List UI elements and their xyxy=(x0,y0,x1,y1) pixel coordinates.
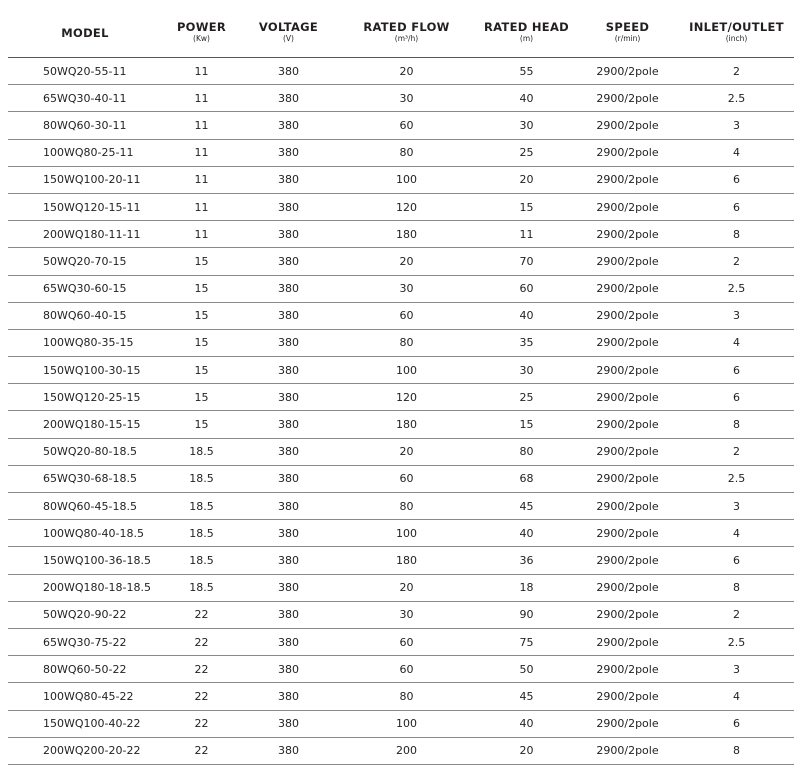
cell-inlet-outlet: 4 xyxy=(679,520,794,547)
cell-inlet-outlet: 2.5 xyxy=(679,465,794,492)
cell-voltage: 380 xyxy=(241,357,336,384)
cell-rated-head: 60 xyxy=(477,275,576,302)
cell-model: 200WQ200-20-22 xyxy=(8,737,162,764)
cell-speed: 2900/2pole xyxy=(576,710,679,737)
cell-rated-flow: 120 xyxy=(336,193,477,220)
cell-model: 100WQ80-25-11 xyxy=(8,139,162,166)
table-row xyxy=(8,384,794,411)
table-row xyxy=(8,357,794,384)
cell-model: 200WQ180-15-15 xyxy=(8,411,162,438)
column-header-speed: SPEED (r/min) xyxy=(576,18,679,58)
cell-rated-head: 40 xyxy=(477,710,576,737)
cell-voltage: 380 xyxy=(241,166,336,193)
cell-power: 18.5 xyxy=(162,574,241,601)
cell-inlet-outlet: 2 xyxy=(679,601,794,628)
cell-speed: 2900/2pole xyxy=(576,683,679,710)
cell-model: 65WQ30-75-22 xyxy=(8,628,162,655)
cell-rated-flow: 100 xyxy=(336,166,477,193)
cell-speed: 2900/2pole xyxy=(576,275,679,302)
cell-power: 11 xyxy=(162,112,241,139)
pump-spec-table xyxy=(8,18,794,765)
cell-voltage: 380 xyxy=(241,601,336,628)
column-header-model: MODEL xyxy=(8,18,162,58)
cell-model: 150WQ100-40-22 xyxy=(8,710,162,737)
cell-rated-head: 25 xyxy=(477,139,576,166)
cell-model: 150WQ100-36-18.5 xyxy=(8,547,162,574)
cell-speed: 2900/2pole xyxy=(576,248,679,275)
cell-rated-head: 55 xyxy=(477,58,576,85)
cell-power: 11 xyxy=(162,139,241,166)
cell-speed: 2900/2pole xyxy=(576,166,679,193)
cell-voltage: 380 xyxy=(241,329,336,356)
cell-model: 80WQ60-40-15 xyxy=(8,302,162,329)
cell-voltage: 380 xyxy=(241,520,336,547)
cell-power: 18.5 xyxy=(162,520,241,547)
cell-model: 80WQ60-30-11 xyxy=(8,112,162,139)
spec-table-container xyxy=(8,18,794,765)
cell-rated-head: 50 xyxy=(477,656,576,683)
cell-rated-flow: 80 xyxy=(336,329,477,356)
cell-speed: 2900/2pole xyxy=(576,384,679,411)
cell-speed: 2900/2pole xyxy=(576,520,679,547)
cell-power: 22 xyxy=(162,628,241,655)
cell-inlet-outlet: 3 xyxy=(679,656,794,683)
cell-rated-flow: 180 xyxy=(336,221,477,248)
cell-rated-flow: 60 xyxy=(336,112,477,139)
cell-model: 80WQ60-50-22 xyxy=(8,656,162,683)
cell-voltage: 380 xyxy=(241,628,336,655)
table-row xyxy=(8,547,794,574)
cell-rated-flow: 180 xyxy=(336,547,477,574)
cell-inlet-outlet: 8 xyxy=(679,574,794,601)
cell-rated-flow: 20 xyxy=(336,248,477,275)
cell-power: 22 xyxy=(162,601,241,628)
cell-speed: 2900/2pole xyxy=(576,329,679,356)
table-row xyxy=(8,628,794,655)
cell-power: 22 xyxy=(162,683,241,710)
cell-power: 18.5 xyxy=(162,438,241,465)
cell-voltage: 380 xyxy=(241,85,336,112)
cell-model: 65WQ30-68-18.5 xyxy=(8,465,162,492)
table-row xyxy=(8,248,794,275)
table-row xyxy=(8,493,794,520)
cell-power: 15 xyxy=(162,275,241,302)
table-row xyxy=(8,329,794,356)
cell-speed: 2900/2pole xyxy=(576,574,679,601)
cell-power: 15 xyxy=(162,384,241,411)
table-row xyxy=(8,683,794,710)
table-row xyxy=(8,411,794,438)
table-row xyxy=(8,85,794,112)
cell-power: 18.5 xyxy=(162,547,241,574)
cell-voltage: 380 xyxy=(241,411,336,438)
table-row xyxy=(8,302,794,329)
cell-rated-flow: 100 xyxy=(336,520,477,547)
cell-rated-flow: 60 xyxy=(336,465,477,492)
cell-power: 15 xyxy=(162,357,241,384)
cell-voltage: 380 xyxy=(241,193,336,220)
cell-rated-flow: 30 xyxy=(336,275,477,302)
cell-speed: 2900/2pole xyxy=(576,58,679,85)
cell-voltage: 380 xyxy=(241,465,336,492)
cell-power: 22 xyxy=(162,737,241,764)
cell-power: 11 xyxy=(162,85,241,112)
cell-model: 200WQ180-11-11 xyxy=(8,221,162,248)
table-row xyxy=(8,465,794,492)
table-row xyxy=(8,166,794,193)
cell-voltage: 380 xyxy=(241,710,336,737)
cell-speed: 2900/2pole xyxy=(576,357,679,384)
cell-inlet-outlet: 2.5 xyxy=(679,85,794,112)
cell-rated-head: 45 xyxy=(477,493,576,520)
cell-rated-head: 20 xyxy=(477,737,576,764)
cell-model: 65WQ30-60-15 xyxy=(8,275,162,302)
cell-inlet-outlet: 8 xyxy=(679,737,794,764)
cell-power: 18.5 xyxy=(162,465,241,492)
cell-speed: 2900/2pole xyxy=(576,139,679,166)
cell-speed: 2900/2pole xyxy=(576,601,679,628)
table-row xyxy=(8,601,794,628)
cell-speed: 2900/2pole xyxy=(576,411,679,438)
cell-rated-flow: 30 xyxy=(336,85,477,112)
table-row xyxy=(8,520,794,547)
column-header-rated-flow: RATED FLOW (m³/h) xyxy=(336,18,477,58)
cell-power: 18.5 xyxy=(162,493,241,520)
cell-rated-flow: 80 xyxy=(336,683,477,710)
cell-rated-flow: 60 xyxy=(336,628,477,655)
cell-speed: 2900/2pole xyxy=(576,493,679,520)
cell-rated-head: 36 xyxy=(477,547,576,574)
cell-rated-flow: 200 xyxy=(336,737,477,764)
cell-inlet-outlet: 4 xyxy=(679,329,794,356)
cell-power: 15 xyxy=(162,329,241,356)
table-row xyxy=(8,710,794,737)
table-row xyxy=(8,656,794,683)
cell-inlet-outlet: 6 xyxy=(679,166,794,193)
cell-speed: 2900/2pole xyxy=(576,85,679,112)
cell-model: 80WQ60-45-18.5 xyxy=(8,493,162,520)
cell-rated-flow: 80 xyxy=(336,493,477,520)
cell-rated-head: 30 xyxy=(477,357,576,384)
cell-power: 15 xyxy=(162,411,241,438)
cell-rated-head: 70 xyxy=(477,248,576,275)
cell-power: 22 xyxy=(162,656,241,683)
cell-inlet-outlet: 3 xyxy=(679,112,794,139)
cell-inlet-outlet: 2 xyxy=(679,438,794,465)
cell-rated-flow: 30 xyxy=(336,601,477,628)
cell-model: 150WQ120-25-15 xyxy=(8,384,162,411)
cell-rated-head: 18 xyxy=(477,574,576,601)
cell-rated-head: 15 xyxy=(477,411,576,438)
cell-power: 22 xyxy=(162,710,241,737)
cell-rated-flow: 20 xyxy=(336,58,477,85)
cell-model: 50WQ20-80-18.5 xyxy=(8,438,162,465)
cell-voltage: 380 xyxy=(241,656,336,683)
cell-model: 50WQ20-90-22 xyxy=(8,601,162,628)
cell-rated-head: 35 xyxy=(477,329,576,356)
cell-voltage: 380 xyxy=(241,112,336,139)
cell-speed: 2900/2pole xyxy=(576,656,679,683)
cell-inlet-outlet: 3 xyxy=(679,302,794,329)
cell-rated-head: 40 xyxy=(477,520,576,547)
cell-voltage: 380 xyxy=(241,384,336,411)
cell-rated-head: 68 xyxy=(477,465,576,492)
column-header-rated-head: RATED HEAD (m) xyxy=(477,18,576,58)
cell-rated-head: 30 xyxy=(477,112,576,139)
cell-voltage: 380 xyxy=(241,574,336,601)
cell-voltage: 380 xyxy=(241,438,336,465)
cell-inlet-outlet: 6 xyxy=(679,357,794,384)
cell-inlet-outlet: 2 xyxy=(679,58,794,85)
cell-power: 15 xyxy=(162,302,241,329)
column-header-inlet-outlet: INLET/OUTLET (inch) xyxy=(679,18,794,58)
cell-rated-head: 40 xyxy=(477,302,576,329)
cell-rated-flow: 80 xyxy=(336,139,477,166)
cell-speed: 2900/2pole xyxy=(576,628,679,655)
cell-inlet-outlet: 4 xyxy=(679,683,794,710)
cell-voltage: 380 xyxy=(241,139,336,166)
cell-voltage: 380 xyxy=(241,221,336,248)
cell-voltage: 380 xyxy=(241,58,336,85)
cell-power: 11 xyxy=(162,221,241,248)
table-row xyxy=(8,574,794,601)
cell-model: 65WQ30-40-11 xyxy=(8,85,162,112)
cell-rated-flow: 20 xyxy=(336,438,477,465)
cell-voltage: 380 xyxy=(241,493,336,520)
cell-rated-head: 15 xyxy=(477,193,576,220)
cell-rated-flow: 60 xyxy=(336,656,477,683)
cell-model: 50WQ20-70-15 xyxy=(8,248,162,275)
cell-speed: 2900/2pole xyxy=(576,221,679,248)
cell-inlet-outlet: 3 xyxy=(679,493,794,520)
cell-rated-flow: 20 xyxy=(336,574,477,601)
table-row xyxy=(8,438,794,465)
cell-inlet-outlet: 2 xyxy=(679,248,794,275)
cell-speed: 2900/2pole xyxy=(576,302,679,329)
cell-rated-flow: 60 xyxy=(336,302,477,329)
cell-rated-head: 20 xyxy=(477,166,576,193)
cell-inlet-outlet: 2.5 xyxy=(679,628,794,655)
table-row xyxy=(8,58,794,85)
table-row xyxy=(8,112,794,139)
cell-model: 150WQ120-15-11 xyxy=(8,193,162,220)
cell-rated-head: 90 xyxy=(477,601,576,628)
cell-speed: 2900/2pole xyxy=(576,547,679,574)
table-row xyxy=(8,275,794,302)
header-row xyxy=(8,18,794,58)
cell-voltage: 380 xyxy=(241,248,336,275)
cell-model: 100WQ80-45-22 xyxy=(8,683,162,710)
cell-model: 150WQ100-20-11 xyxy=(8,166,162,193)
cell-rated-head: 75 xyxy=(477,628,576,655)
cell-inlet-outlet: 6 xyxy=(679,193,794,220)
cell-model: 100WQ80-40-18.5 xyxy=(8,520,162,547)
cell-rated-head: 25 xyxy=(477,384,576,411)
cell-rated-flow: 180 xyxy=(336,411,477,438)
cell-model: 50WQ20-55-11 xyxy=(8,58,162,85)
cell-model: 200WQ180-18-18.5 xyxy=(8,574,162,601)
cell-voltage: 380 xyxy=(241,547,336,574)
cell-voltage: 380 xyxy=(241,683,336,710)
cell-inlet-outlet: 6 xyxy=(679,384,794,411)
cell-power: 11 xyxy=(162,166,241,193)
table-row xyxy=(8,737,794,764)
cell-speed: 2900/2pole xyxy=(576,465,679,492)
table-row xyxy=(8,193,794,220)
cell-inlet-outlet: 8 xyxy=(679,411,794,438)
cell-voltage: 380 xyxy=(241,275,336,302)
cell-inlet-outlet: 8 xyxy=(679,221,794,248)
cell-rated-head: 80 xyxy=(477,438,576,465)
cell-inlet-outlet: 6 xyxy=(679,547,794,574)
table-row xyxy=(8,139,794,166)
cell-speed: 2900/2pole xyxy=(576,112,679,139)
cell-voltage: 380 xyxy=(241,737,336,764)
table-row xyxy=(8,221,794,248)
cell-rated-flow: 120 xyxy=(336,384,477,411)
cell-speed: 2900/2pole xyxy=(576,193,679,220)
cell-rated-flow: 100 xyxy=(336,710,477,737)
cell-power: 15 xyxy=(162,248,241,275)
cell-power: 11 xyxy=(162,193,241,220)
table-body xyxy=(8,58,794,765)
column-header-voltage: VOLTAGE (V) xyxy=(241,18,336,58)
cell-inlet-outlet: 4 xyxy=(679,139,794,166)
cell-inlet-outlet: 2.5 xyxy=(679,275,794,302)
cell-speed: 2900/2pole xyxy=(576,737,679,764)
cell-speed: 2900/2pole xyxy=(576,438,679,465)
cell-rated-head: 45 xyxy=(477,683,576,710)
cell-rated-flow: 100 xyxy=(336,357,477,384)
cell-rated-head: 40 xyxy=(477,85,576,112)
cell-inlet-outlet: 6 xyxy=(679,710,794,737)
table-header xyxy=(8,18,794,58)
column-header-power: POWER (Kw) xyxy=(162,18,241,58)
cell-rated-head: 11 xyxy=(477,221,576,248)
cell-model: 100WQ80-35-15 xyxy=(8,329,162,356)
cell-model: 150WQ100-30-15 xyxy=(8,357,162,384)
cell-voltage: 380 xyxy=(241,302,336,329)
cell-power: 11 xyxy=(162,58,241,85)
